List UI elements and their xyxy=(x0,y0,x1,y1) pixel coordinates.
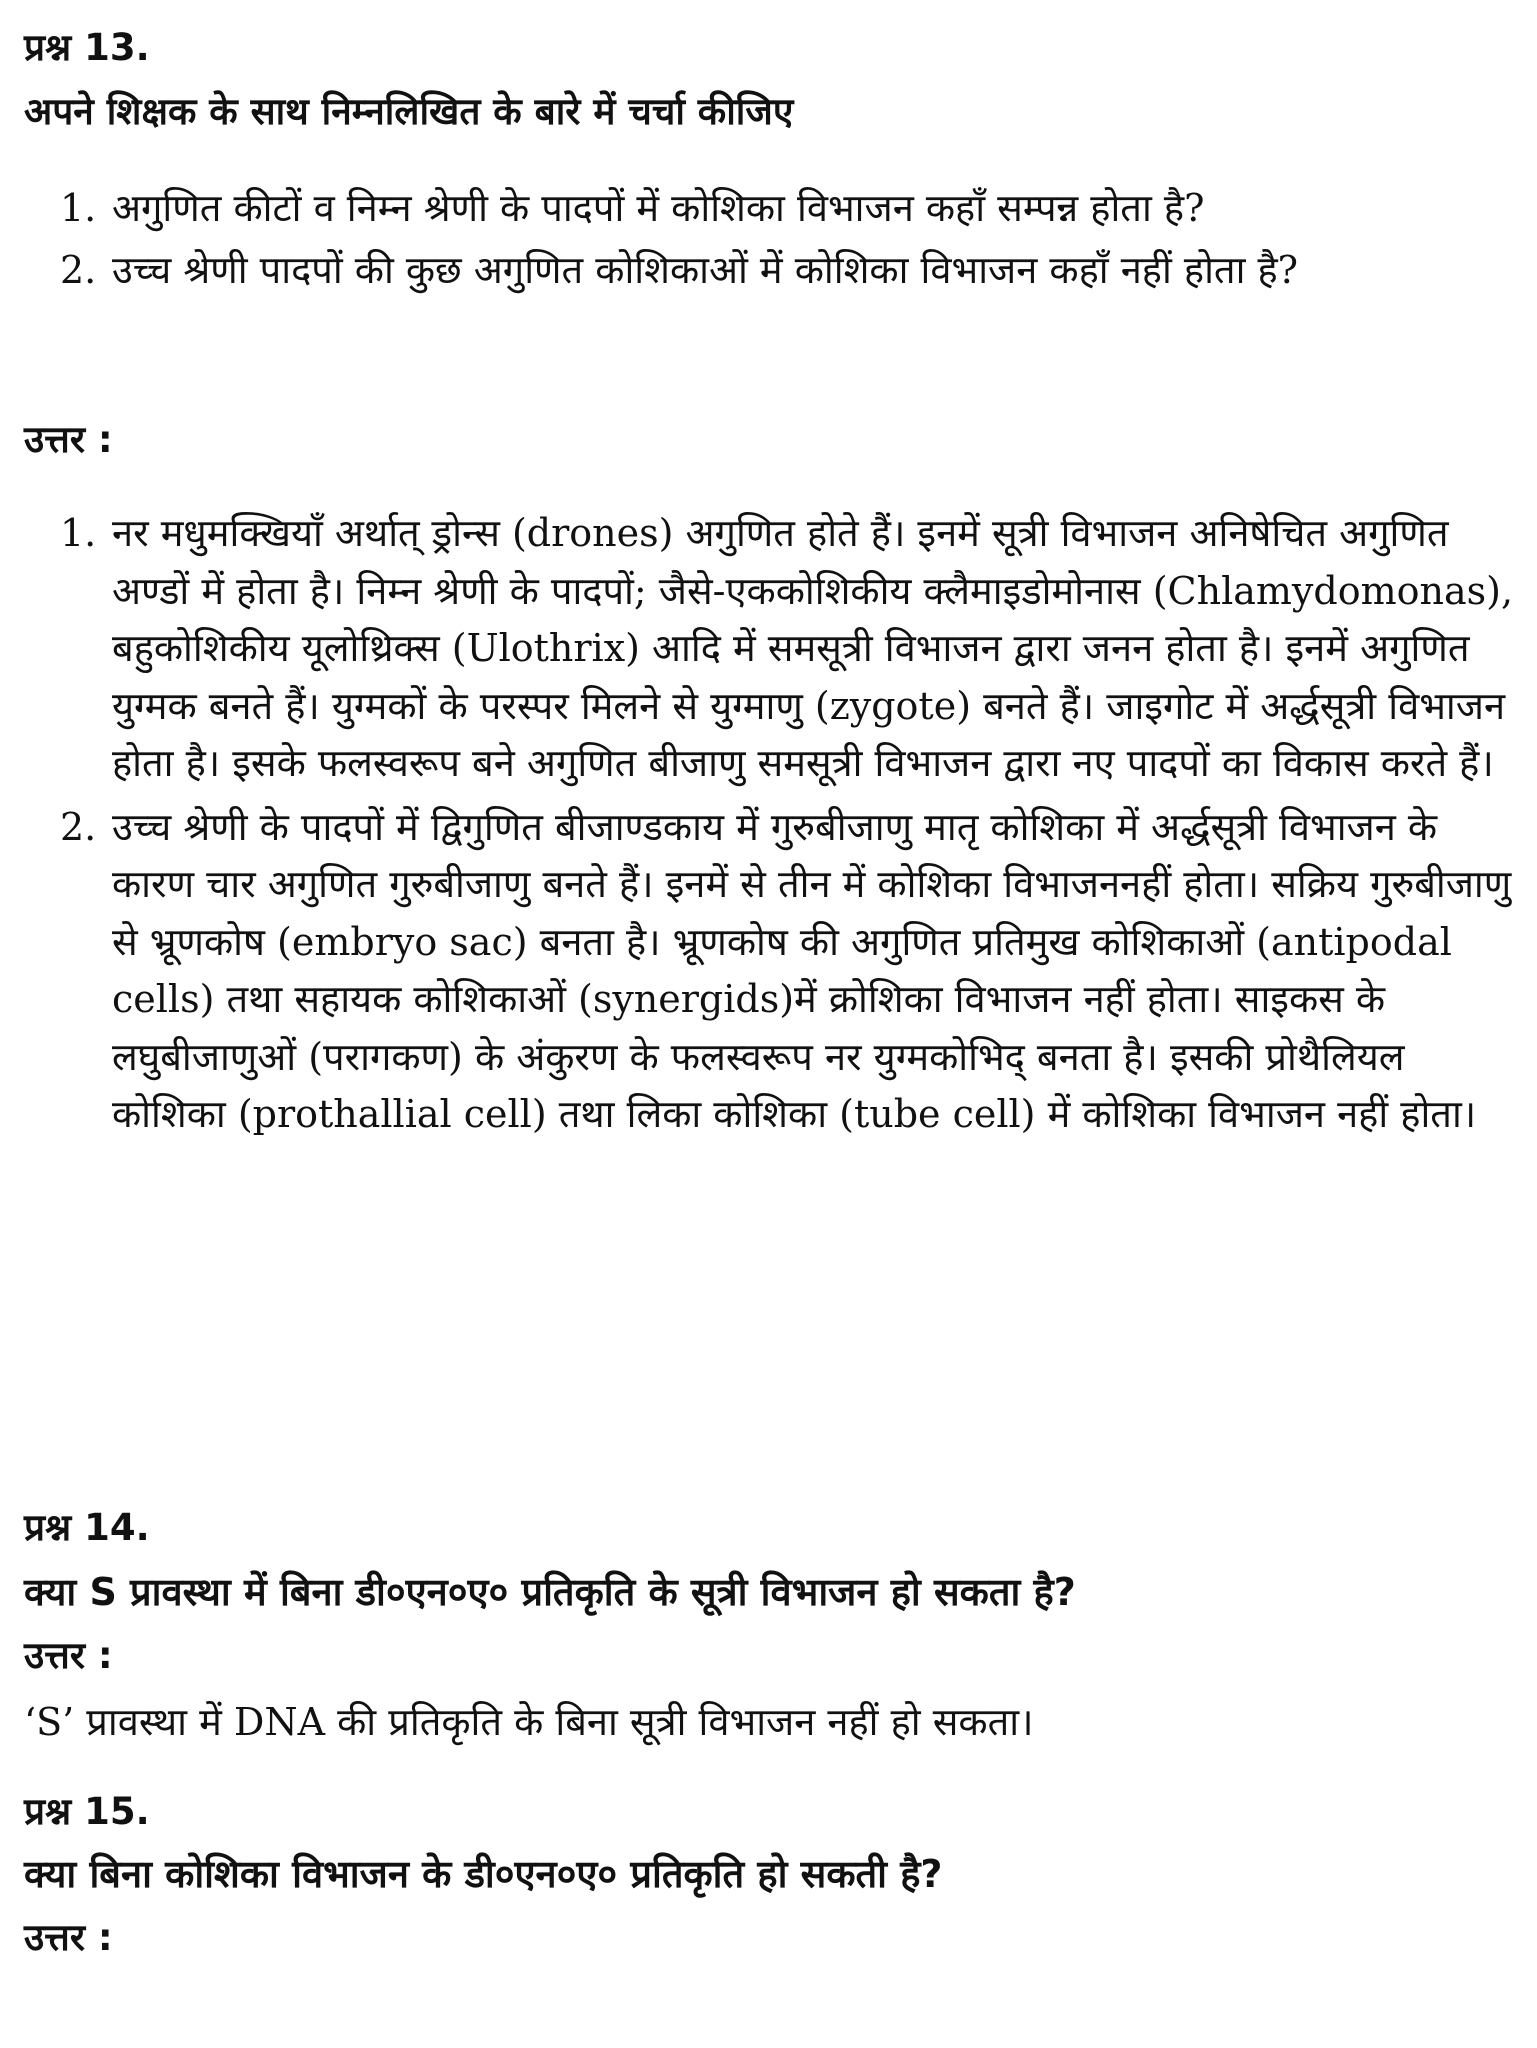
list-item xyxy=(24,799,1514,1144)
q13-label: प्रश्न 13. xyxy=(24,26,150,69)
q14-label: प्रश्न 14. xyxy=(24,1506,150,1549)
list-item xyxy=(24,180,1514,236)
q13-answer-label: उत्तर : xyxy=(24,418,113,461)
list-item xyxy=(24,505,1514,793)
list-item-number: 2. xyxy=(60,804,97,849)
q13-question: अपने शिक्षक के साथ निम्नलिखित के बारे में चर्चा कीजिए xyxy=(24,90,794,133)
q15-label: प्रश्न 15. xyxy=(24,1790,150,1833)
list-item-number: 2. xyxy=(60,248,97,292)
q15-answer-label: उत्तर : xyxy=(24,1916,113,1959)
list-item-text: उच्च श्रेणी पादपों की कुछ अगुणित कोशिकाओं में कोशिका विभाजन कहाँ नहीं होता है? xyxy=(112,248,1299,292)
list-item xyxy=(24,242,1514,298)
list-item-number: 1. xyxy=(60,511,97,555)
q14-answer-label: उत्तर : xyxy=(24,1634,113,1677)
list-item-number: 1. xyxy=(60,186,97,230)
list-item-text: उच्च श्रेणी के पादपों में द्विगुणित बीजाण्डकाय में गुरुबीजाणु मातृ कोशिका में अर्द्धसूत्री विभाजन के कारण चार अगुणित गुरुबीजाणु बनते हैं। इनमें से तीन में कोशिका विभाजननहीं होता। सक्रिय गुरुबीजाणु से भ्रूणकोष (embryo sac) बनता है। भ्रूणकोष की अगुणित प्रतिमुख कोशिकाओं (antipodal cells) तथा सहायक कोशिकाओं (synergids)में क्रोशिका विभाजन नहीं होता। साइकस के लघुबीजाणुओं (परागकण) के अंकुरण के फलस्वरूप नर युग्मकोभिद् बनता है। इसकी प्रोथैलियल कोशिका (prothallial cell) तथा लिका कोशिका (tube cell) में कोशिका विभाजन नहीं होता। xyxy=(112,804,1512,1136)
list-item-text: नर मधुमक्खियाँ अर्थात् ड्रोन्स (drones) अगुणित होते हैं। इनमें सूत्री विभाजन अनिषेचित अगुणित अण्डों में होता है। निम्न श्रेणी के पादपों; जैसे-एककोशिकीय क्लैमाइडोमोनास (Chlamydomonas), बहुकोशिकीय यूलोथ्रिक्स (Ulothrix) आदि में समसूत्री विभाजन द्वारा जनन होता है। इनमें अगुणित युग्मक बनते हैं। युग्मकों के परस्पर मिलने से युग्माणु (zygote) बनते हैं। जाइगोट में अर्द्धसूत्री विभाजन होता है। इसके फलस्वरूप बने अगुणित बीजाणु समसूत्री विभाजन द्वारा नए पादपों का विकास करते हैं। xyxy=(112,511,1514,785)
q13-question-list xyxy=(24,180,1514,298)
q14-answer: ‘S’ प्रावस्था में DNA की प्रतिकृति के बिना सूत्री विभाजन नहीं हो सकता। xyxy=(24,1700,1034,1744)
q14-question: क्या S प्रावस्था में बिना डी०एन०ए० प्रतिकृति के सूत्री विभाजन हो सकता है? xyxy=(24,1570,1076,1614)
q13-answer-list xyxy=(24,505,1514,1144)
list-item-text: अगुणित कीटों व निम्न श्रेणी के पादपों में कोशिका विभाजन कहाँ सम्पन्न होता है? xyxy=(112,186,1205,230)
q15-question: क्या बिना कोशिका विभाजन के डी०एन०ए० प्रतिकृति हो सकती है? xyxy=(24,1852,943,1896)
